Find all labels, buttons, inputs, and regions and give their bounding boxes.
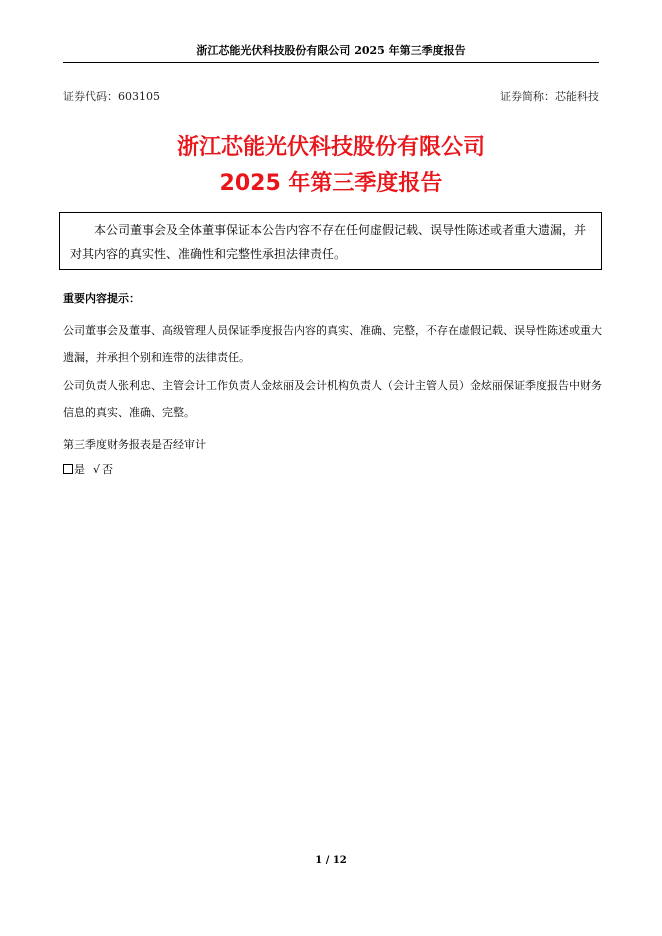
audit-question: 第三季度财务报表是否经审计	[63, 438, 206, 451]
board-guarantee-notice	[59, 212, 602, 270]
report-title: 2025 年第三季度报告	[219, 171, 443, 196]
header-divider	[63, 62, 599, 63]
answer-yes-label: 是	[74, 463, 85, 476]
security-short-name: 证券简称：芯能科技	[500, 90, 599, 103]
page-number: 1 / 12	[315, 855, 347, 866]
security-code: 证券代码：603105	[63, 90, 160, 103]
important-tips-heading: 重要内容提示：	[63, 292, 140, 305]
audit-answer	[63, 463, 113, 477]
running-header-title: 浙江芯能光伏科技股份有限公司 2025 年第三季度报告	[196, 44, 466, 57]
board-statement-paragraph: 公司董事会及董事、高级管理人员保证季度报告内容的真实、准确、完整，不存在虚假记载、误导性陈述或重大遗漏，并承担个别和连带的法律责任。	[63, 324, 602, 364]
check-mark-icon: √	[93, 463, 101, 476]
company-name-title: 浙江芯能光伏科技股份有限公司	[176, 135, 485, 160]
responsible-persons-paragraph: 公司负责人张利忠、主管会计工作负责人金炫丽及会计机构负责人（会计主管人员）金炫丽保证季度报告中财务信息的真实、准确、完整。	[63, 379, 602, 419]
answer-no-label: 否	[102, 463, 114, 476]
notice-text: 本公司董事会及全体董事保证本公告内容不存在任何虚假记载、误导性陈述或者重大遗漏，并对其内容的真实性、准确性和完整性承担法律责任。	[70, 223, 587, 261]
unchecked-box-icon	[63, 464, 73, 474]
